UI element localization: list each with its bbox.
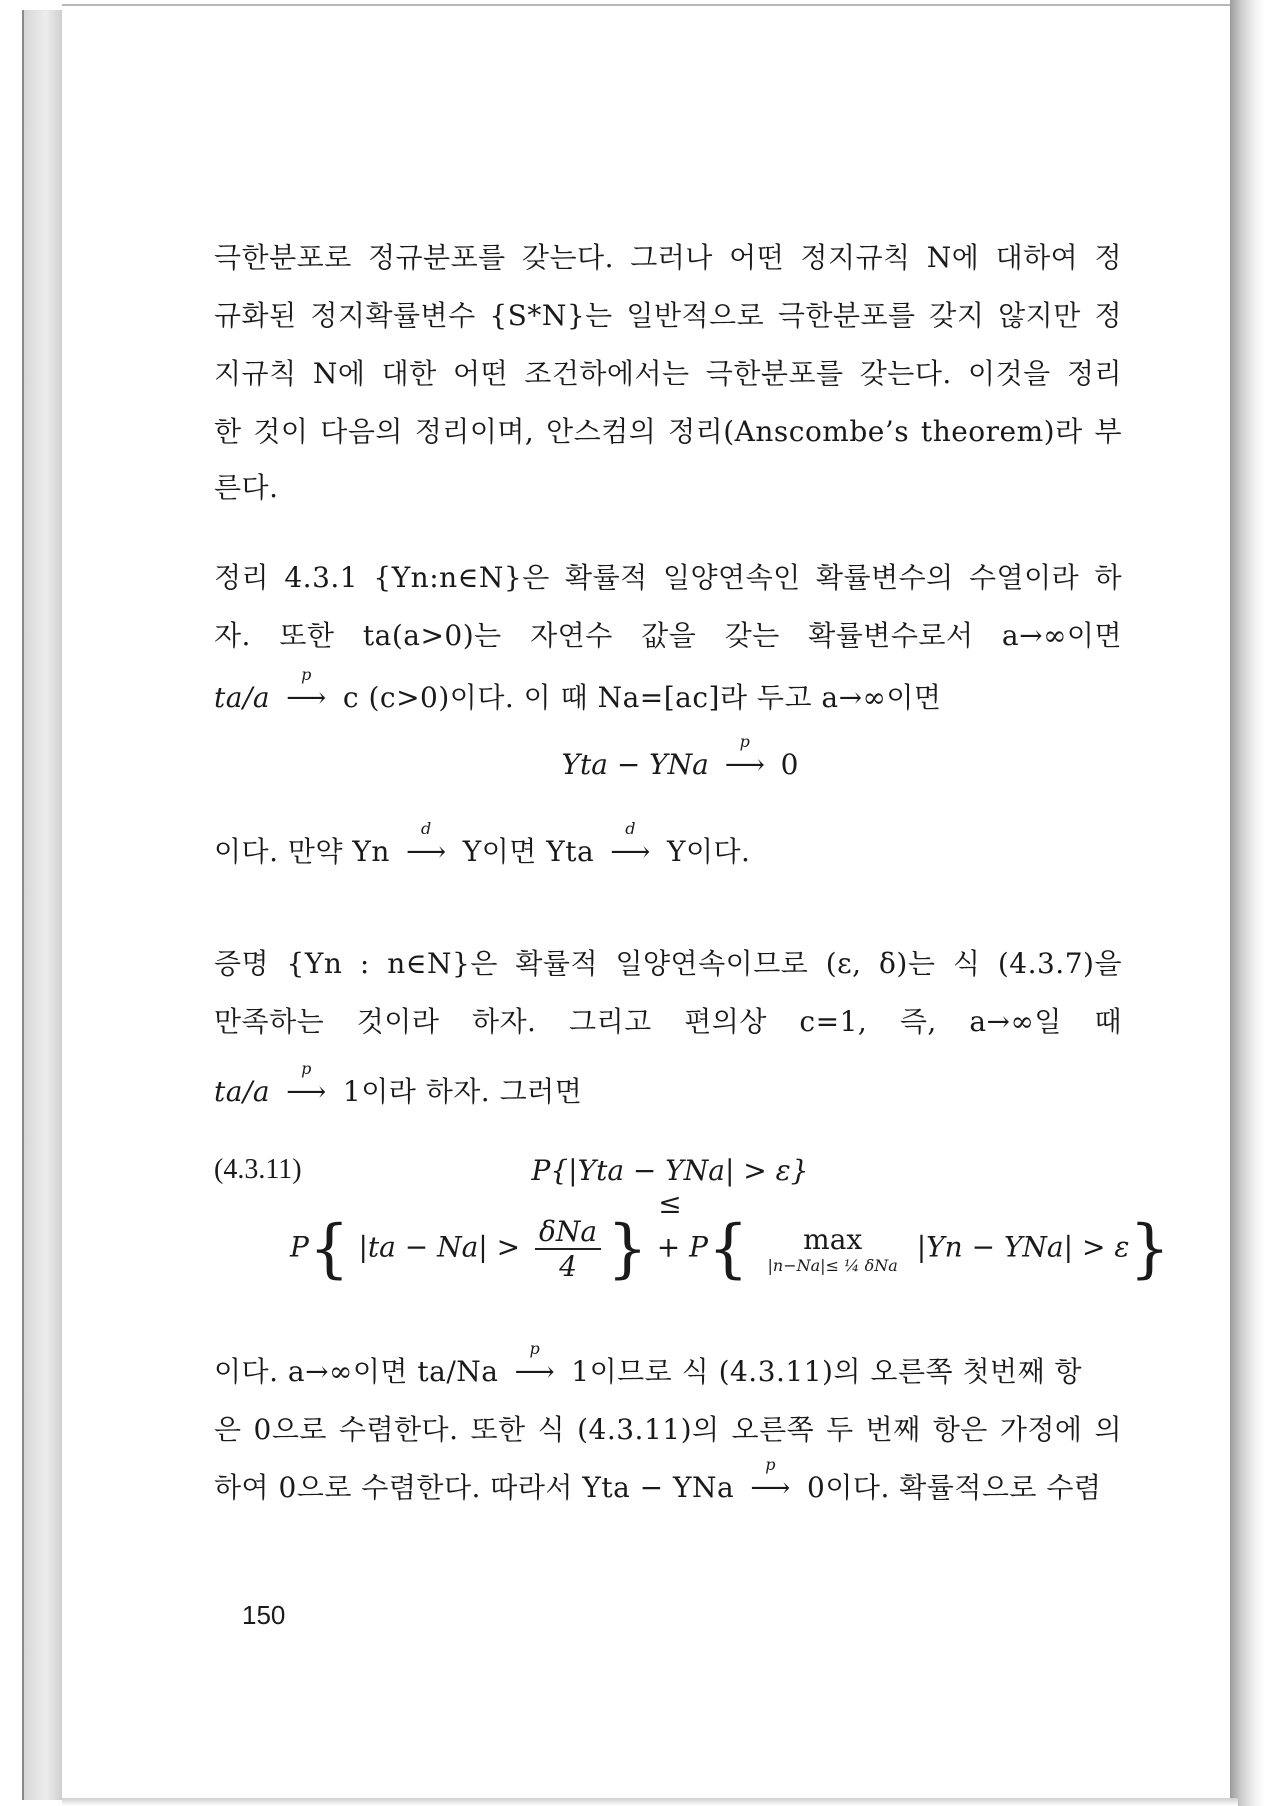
line5-c: Y이다. <box>666 835 751 868</box>
left-brace-2: { <box>707 1212 749 1286</box>
right-page-shadow <box>1230 0 1264 1806</box>
para1-line3: 지규칙 N에 대한 어떤 조건하에서는 극한분포를 갖는다. 이것을 정리 <box>214 357 1122 390</box>
after-line1 <box>214 1339 1122 1390</box>
para1-line1: 극한분포로 정규분포를 갖는다. 그러나 어떤 정지규칙 N에 대하여 정 <box>214 241 1122 274</box>
max-operator <box>768 1223 898 1275</box>
display-lhs: Yta − YNa <box>561 748 709 781</box>
after3-b: 0이다. 확률적으로 수렴 <box>807 1471 1102 1504</box>
equation-number: (4.3.11) <box>214 1154 302 1185</box>
after1-p-arrow: p ⟶ <box>514 1339 556 1388</box>
proof-p-arrow: p ⟶ <box>286 1059 327 1108</box>
theorem-line3-rest: c (c>0)이다. 이 때 Na=[ac]라 두고 a→∞이면 <box>342 681 942 714</box>
after1-b: 1이므로 식 (4.3.11)의 오른쪽 첫번째 항 <box>571 1355 1083 1388</box>
theorem-line1: 정리 4.3.1 {Yn:n∈N}은 확률적 일양연속인 확률변수의 수열이라 하 <box>214 561 1122 594</box>
theorem-line3 <box>214 665 1122 716</box>
eq-abs: |ta − Na| > <box>358 1230 521 1264</box>
after-line3 <box>214 1455 1122 1506</box>
left-brace-1: { <box>308 1212 350 1286</box>
fraction-numerator: δNa <box>535 1215 601 1250</box>
d-arrow-2: d ⟶ <box>610 819 651 868</box>
proof-line3-rest: 1이라 하자. 그러면 <box>342 1075 583 1108</box>
eq-line2 <box>290 1212 1171 1286</box>
proof-ta-over-a: ta/a <box>214 1075 271 1108</box>
d-arrow-1: d ⟶ <box>406 819 447 868</box>
right-brace-1: } <box>607 1212 648 1286</box>
proof-line1: 증명 {Yn : n∈N}은 확률적 일양연속이므로 (ε, δ)는 식 (4.3.7)을 <box>214 947 1122 980</box>
spine-edge <box>22 10 24 1800</box>
display-p-arrow: p ⟶ <box>724 732 765 781</box>
eq-plus-p: + P <box>656 1230 708 1264</box>
para1-line4: 한 것이 다음의 정리이며, 안스컴의 정리(Anscombe’s theorem)라 부 <box>214 415 1122 448</box>
fraction-denominator: 4 <box>559 1250 577 1283</box>
max-label: max <box>803 1223 863 1256</box>
proof-line2: 만족하는 것이라 하자. 그리고 편의상 c=1, 즉, a→∞일 때 <box>214 1005 1122 1038</box>
after3-p-arrow: p ⟶ <box>750 1455 791 1504</box>
line5-a: 이다. 만약 Yn <box>214 835 390 868</box>
max-subscript: |n−Na|≤ ¼ δNa <box>767 1256 898 1275</box>
theorem-display-eq <box>560 732 800 781</box>
theorem-line2: 자. 또한 ta(a>0)는 자연수 값을 갖는 확률변수로서 a→∞이면 <box>214 619 1122 652</box>
page-number: 150 <box>242 1600 286 1630</box>
convergence-p-arrow: p ⟶ <box>286 665 327 714</box>
max-body: |Yn − YNa| > ε <box>916 1230 1130 1264</box>
after3-a: 하여 0으로 수렴한다. 따라서 Yta − YNa <box>214 1471 735 1504</box>
delta-na-fraction <box>535 1215 601 1283</box>
eq-line1 <box>520 1154 820 1220</box>
para1-line2: 규화된 정지확률변수 {S*N}는 일반적으로 극한분포를 갖지 않지만 정 <box>214 299 1122 332</box>
after-line2: 은 0으로 수렴한다. 또한 식 (4.3.11)의 오른쪽 두 번째 항은 가정에 의 <box>214 1413 1122 1446</box>
book-spine <box>22 10 62 1800</box>
after1-a: 이다. a→∞이면 ta/Na <box>214 1355 499 1388</box>
para1-line5: 른다. <box>214 471 279 504</box>
eq-first-line: P{|Yta − YNa| > ε} ≤ <box>531 1154 809 1220</box>
bottom-page-shadow <box>62 1798 1238 1806</box>
display-rhs: 0 <box>780 748 799 781</box>
ta-over-a: ta/a <box>214 681 271 714</box>
eq-p1: P <box>290 1230 309 1264</box>
right-brace-2: } <box>1129 1212 1171 1286</box>
line5-b: Y이면 Yta <box>462 835 595 868</box>
proof-line3 <box>214 1059 1122 1110</box>
theorem-line5 <box>214 819 1122 870</box>
